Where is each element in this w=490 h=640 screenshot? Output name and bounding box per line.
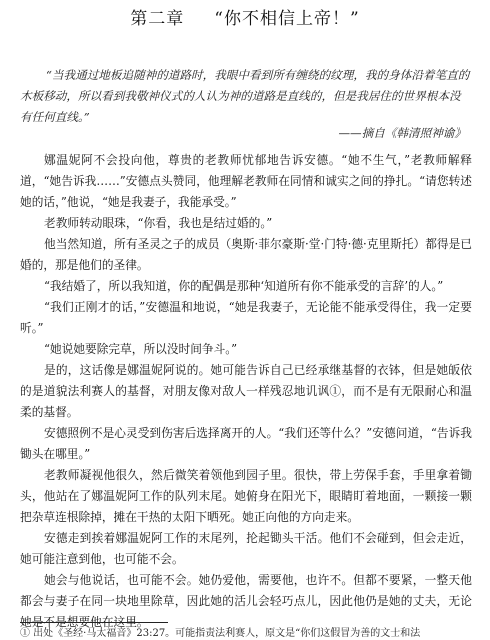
body-paragraph: 她会与他说话，也可能不会。她仍爱他，需要他，也许不。但都不要紧，一整天他都会与妻子在同一块地里除草，因此她的活儿会轻巧点儿，因此他仍是她的丈夫，无论她是不是想要他在这里。 — [20, 573, 472, 629]
body-paragraph: 安德走到挨着娜温妮阿工作的末尾列，抡起锄头干活。他们不会碰到，但会走近，她可能注意到他，也可能不会。 — [20, 531, 472, 566]
body-paragraph: 老教师凝视他很久，然后微笑着领他到园子里。很快，带上劳保手套，手里拿着锄头，他站在了娜温妮阿工作的队列末尾。她俯身在阳光下，眼睛盯着地面，一颗接一颗把杂草连根除掉，摊在干热的太阳下晒死。她正向他的方向走来。 — [20, 468, 472, 524]
chapter-title: “你不相信上帝！” — [214, 9, 360, 29]
body-paragraph: “我结婚了，所以我知道，你的配偶是那种‘知道所有你不能承受的言辞’的人。” — [44, 279, 444, 293]
body-paragraph: 他当然知道，所有圣灵之子的成员（奥斯·菲尔豪斯·堂·门特·德·克里斯托）都得是已婚的，那是他们的圣律。 — [20, 237, 472, 272]
body-paragraph: 娜温妮阿不会投向他，尊贵的老教师忧郁地告诉安德。“她不生气，”老教师解释道，“她告诉我……”安德点头赞同，他理解老教师在同情和诚实之间的挣扎。“请您转述她的话，”他说，“她是我妻子，我能承受。” — [20, 153, 472, 209]
chapter-heading — [0, 4, 490, 29]
epigraph-text: “当我通过地板追随神的道路时，我眼中看到所有缠绕的纹理，我的身体沿着笔直的木板移动，所以看到我敬神仪式的人认为神的道路是直线的，但是我居住的世界根本没有任何直线。” — [20, 68, 470, 124]
body-paragraph: “她说她要除完草，所以没时间争斗。” — [44, 342, 238, 356]
footnote: ① 出处《圣经·马太福音》23:27。可能指责法利赛人，原文是“你们这假冒为善的文士和法 — [20, 628, 421, 639]
chapter-number: 第二章 — [130, 9, 185, 29]
body-paragraph: 是的，这话像是娜温妮阿说的。她可能告诉自己已经承继基督的衣钵，但是她皈依的是道貌法利赛人的基督，对朋友像对敌人一样残忍地讥讽①，而不是有无限耐心和温柔的基督。 — [20, 363, 472, 419]
body-paragraph: 老教师转动眼珠，“你看，我也是结过婚的。” — [44, 216, 273, 230]
body-paragraph: “我们正刚才的话，”安德温和地说，“她是我妻子，无论能不能承受得住，我一定要听。” — [20, 300, 472, 335]
footnote-divider — [20, 622, 168, 623]
chapter-body — [20, 150, 472, 633]
body-paragraph: 安德照例不是心灵受到伤害后选择离开的人。“我们还等什么？”安德问道，“告诉我锄头在哪里。” — [20, 426, 472, 461]
epigraph-source: ——摘自《韩清照神谕》 — [338, 126, 466, 140]
